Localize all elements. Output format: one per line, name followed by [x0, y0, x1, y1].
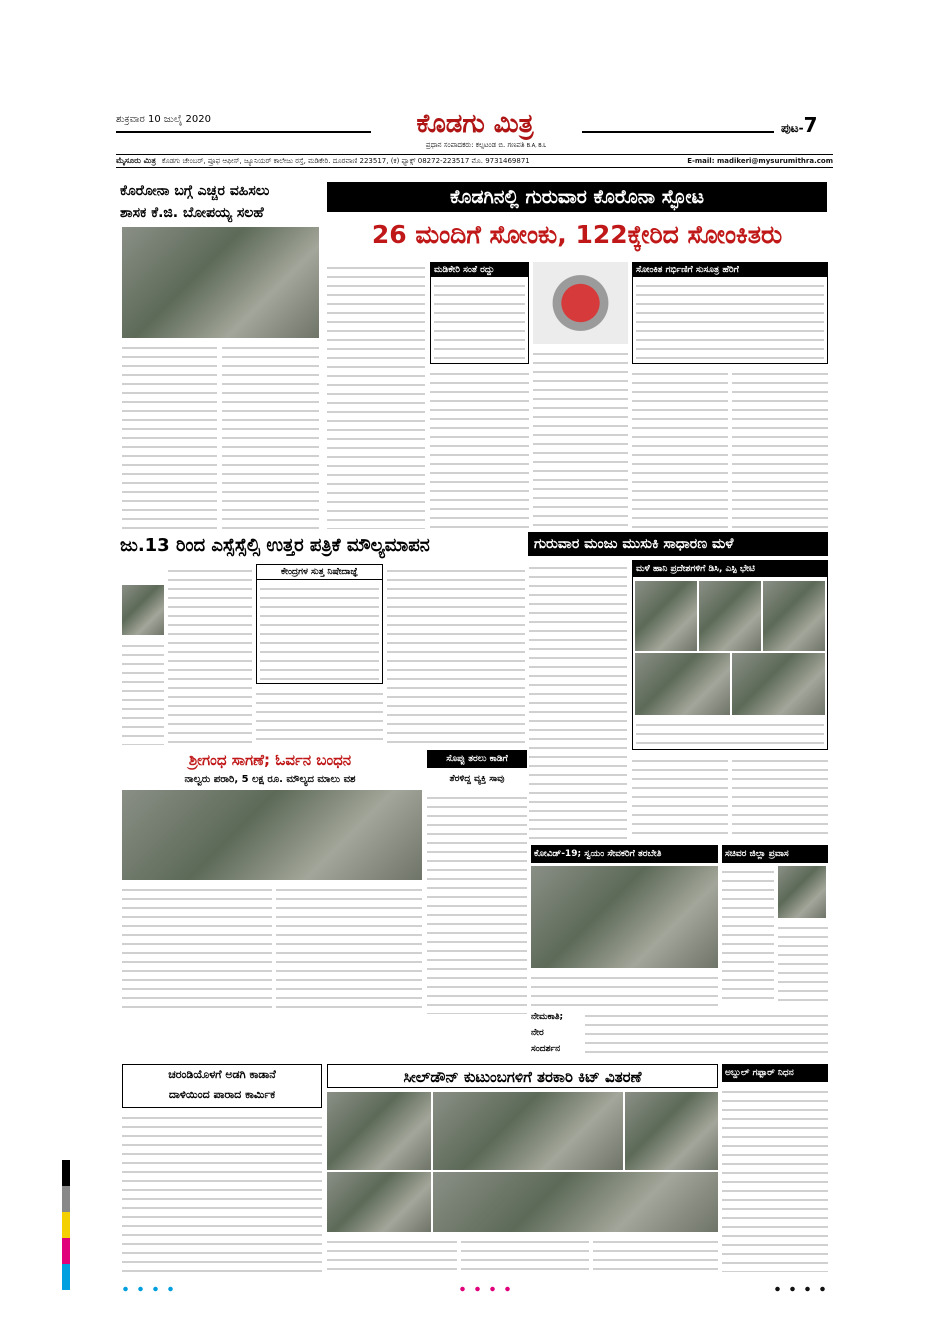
- sealdown-headline: ಸೀಲ್‌ಡೌನ್ ಕುಟುಂಬಗಳಿಗೆ ತರಕಾರಿ ಕಿಟ್ ವಿತರಣೆ: [327, 1064, 718, 1088]
- info-paper-name: ಮೈಸೂರು ಮಿತ್ರ: [116, 156, 156, 165]
- info-email: E-mail: madikeri@mysurumithra.com: [687, 157, 833, 165]
- santhe-headline: ಮಡಿಕೇರಿ ಸಂತೆ ರದ್ದು: [431, 263, 528, 277]
- newspaper-nameplate: ಕೊಡಗು ಮಿತ್ರ: [416, 109, 534, 139]
- sealdown-photo-2: [433, 1092, 623, 1170]
- info-strip: [116, 154, 833, 168]
- dc-visit-box: [632, 560, 828, 750]
- lead-body-col3: [533, 348, 628, 529]
- covid-training-headline: ಕೋವಿಡ್-19; ಸ್ವಯಂ ಸೇವಕರಿಗೆ ತರಬೇತಿ: [531, 845, 718, 863]
- covid-training-photo: [531, 866, 718, 968]
- registration-dots-left: [118, 1286, 178, 1292]
- sealdown-photo-3: [625, 1092, 718, 1170]
- masthead-rule-left: [116, 131, 371, 133]
- official-portrait: [122, 585, 164, 635]
- charandi-headline-box: [122, 1064, 322, 1108]
- registration-dots-center: [455, 1286, 515, 1292]
- sslc-body-col3: [256, 688, 383, 745]
- corona-warning-headline-2: ಶಾಸಕ ಕೆ.ಜಿ. ಬೋಪಯ್ಯ ಸಲಹೆ: [120, 205, 264, 221]
- sealdown-body-col3: [593, 1236, 718, 1272]
- sealdown-body-col2: [461, 1236, 589, 1272]
- registration-dots-right: [770, 1286, 830, 1292]
- sslc-headline: ಜು.13 ರಿಂದ ಎಸ್ಸೆಸ್ಸೆಲ್ಸಿ ಉತ್ತರ ಪತ್ರಿಕೆ ಮೌಲ್ಯಮಾಪನ: [120, 535, 430, 556]
- dc-visit-headline: ಮಳೆ ಹಾನಿ ಪ್ರದೇಶಗಳಿಗೆ ಡಿಸಿ, ಎಸ್ಪಿ ಭೇಟಿ: [633, 561, 827, 577]
- rain-headline: ಗುರುವಾರ ಮಂಜು ಮುಸುಕಿ ಸಾಧಾರಣ ಮಳೆ: [528, 532, 828, 556]
- sslc-body-col1: [168, 565, 252, 745]
- obituary-body: [722, 1086, 828, 1272]
- dc-visit-photo-4: [635, 653, 730, 715]
- sandal-body-col1: [122, 884, 272, 1014]
- charandi-headline-2: ದಾಳಿಯಿಂದ ಪಾರಾದ ಕಾರ್ಮಿಕ: [168, 1088, 276, 1101]
- minister-tour-body: [722, 866, 774, 1006]
- masthead-rule-right: [582, 131, 774, 133]
- santhe-body: [434, 280, 525, 360]
- central-supervisor-box: [256, 564, 383, 684]
- corona-warning-body-col2: [222, 342, 319, 529]
- lead-body-col5: [732, 368, 828, 529]
- sslc-body-col1b: [122, 640, 164, 745]
- fall-death-body: [427, 792, 527, 1014]
- lead-body-col2: [430, 368, 529, 529]
- sealdown-photo-1: [327, 1092, 431, 1170]
- rain-body-col1: [529, 562, 627, 840]
- recruitment-label-3: ಸಂದರ್ಶನ: [531, 1044, 561, 1054]
- lead-body-col1: [327, 262, 425, 529]
- corona-warning-headline-1: ಕೊರೋನಾ ಬಗ್ಗೆ ಎಚ್ಚರ ವಹಿಸಲು: [120, 183, 270, 199]
- sandal-subhead: ನಾಲ್ವರು ಪರಾರಿ, 5 ಲಕ್ಷ ರೂ. ಮೌಲ್ಯದ ಮಾಲು ವಶ: [184, 774, 356, 785]
- fall-death-headline-2: ತೆರಳಿದ್ದ ವ್ಯಕ್ತಿ ಸಾವು: [449, 774, 505, 784]
- sandal-seizure-photo: [122, 790, 422, 880]
- page-number: ಪುಟ-7: [781, 113, 818, 137]
- editor-credit: ಪ್ರಧಾನ ಸಂಪಾದಕರು: ಕಲ್ಪಟಂಡ ಬಿ. ಗಣಪತಿ B.A, B.L: [425, 141, 547, 149]
- pregnant-body: [636, 280, 824, 360]
- sealdown-photo-5: [433, 1172, 718, 1232]
- dc-visit-caption: [636, 719, 824, 747]
- lead-kicker: ಕೊಡಗಿನಲ್ಲಿ ಗುರುವಾರ ಕೊರೊನಾ ಸ್ಫೋಟ: [327, 182, 827, 212]
- rain-body-col2: [632, 755, 728, 840]
- charandi-body: [122, 1112, 322, 1272]
- dc-visit-photo-5: [732, 653, 825, 715]
- obituary-headline: ಅಬ್ದುಲ್ ಗಫ್ಪಾರ್ ನಿಧನ: [722, 1064, 828, 1082]
- charandi-headline-1: ಚರಂಡಿಯೊಳಗೆ ಅಡಗಿ ಕಾಡಾನೆ: [168, 1068, 276, 1081]
- rain-body-col3: [732, 755, 828, 840]
- central-supervisor-body: [260, 583, 379, 681]
- sandal-headline: ಶ್ರೀಗಂಧ ಸಾಗಣೆ; ಓರ್ವನ ಬಂಧನ: [188, 751, 352, 769]
- sealdown-photo-4: [327, 1172, 431, 1232]
- issue-date: ಶುಕ್ರವಾರ 10 ಜುಲೈ 2020: [116, 114, 211, 125]
- dc-visit-photo-3: [763, 581, 825, 651]
- sealdown-body-col1: [327, 1236, 457, 1272]
- sandal-body-col2: [276, 884, 422, 1014]
- lead-body-col4: [632, 368, 728, 529]
- minister-portrait: [778, 866, 826, 918]
- dc-visit-photo-1: [635, 581, 697, 651]
- virus-illustration: [533, 262, 628, 344]
- santhe-box: [430, 262, 529, 364]
- fall-death-headline-1: ಸೊಪ್ಪು ತರಲು ಕಾಡಿಗೆ: [427, 750, 527, 768]
- central-supervisor-headline: ಕೇಂದ್ರಗಳ ಸುತ್ತ ನಿಷೇದಾಜ್ಞೆ: [257, 565, 382, 580]
- info-address: ಕೊಡಗು ಚೇಂಬರ್, ಪ್ರೂಫ ಆಫೀಸ್, ಜ್ಯೂನಿಯರ್ ಕಾಲೇಜು ರಸ್ತೆ, ಮಡಿಕೇರಿ. ದೂರವಾಣಿ 223517, (ಕ) ಫ್ಯಾಕ್ಸ್ 08272-223517 ಮೊ. 9731469871: [161, 156, 530, 165]
- minister-tour-body-2: [778, 922, 828, 1006]
- covid-training-body: [531, 972, 718, 1006]
- corona-warning-body-col1: [122, 342, 217, 529]
- color-bar: [62, 1160, 70, 1290]
- recruitment-label-2: ನೇರ: [531, 1028, 544, 1038]
- mla-press-photo: [122, 227, 319, 338]
- minister-tour-headline: ಸಚಿವರ ಜಿಲ್ಲಾ ಪ್ರವಾಸ: [722, 845, 828, 863]
- recruitment-body: [585, 1010, 828, 1058]
- lead-headline: 26 ಮಂದಿಗೆ ಸೋಂಕು, 122ಕ್ಕೇರಿದ ಸೋಂಕಿತರು: [371, 220, 783, 249]
- pregnant-box: [632, 262, 828, 364]
- recruitment-label-1: ನೇಮಕಾತಿ;: [531, 1012, 564, 1022]
- sslc-body-col4: [387, 565, 525, 745]
- pregnant-headline: ಸೋಂಕಿತ ಗರ್ಭಿಣಿಗೆ ಸುಸೂತ್ರ ಹೆರಿಗೆ: [633, 263, 827, 277]
- dc-visit-photo-2: [699, 581, 761, 651]
